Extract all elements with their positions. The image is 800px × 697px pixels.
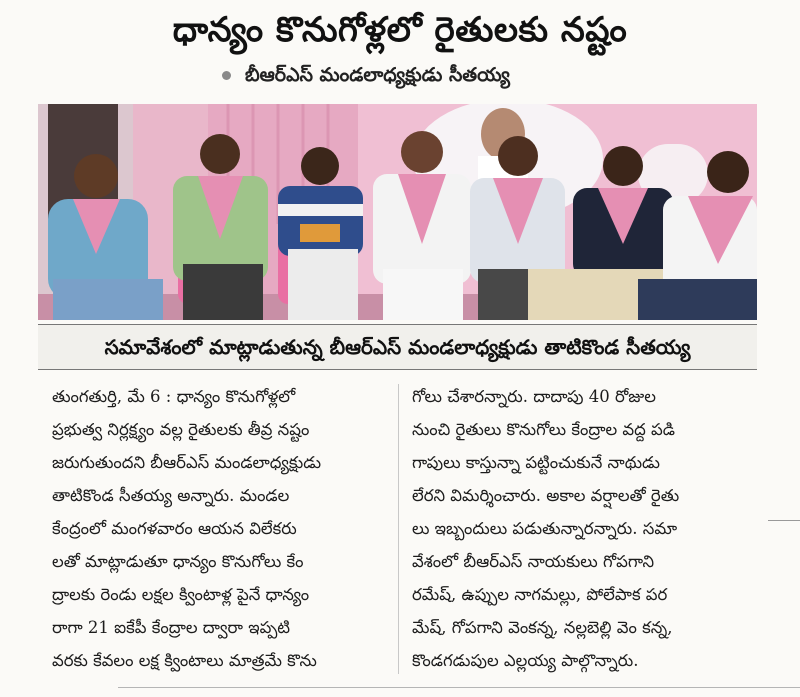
photo-caption: సమావేశంలో మాట్లాడుతున్న బీఆర్ఎస్ మండలాధ్యక్షుడు తాటికొండ సీతయ్య	[104, 335, 691, 359]
subheadline	[222, 62, 510, 88]
article-column-right	[412, 380, 742, 677]
article-line: గాపులు కాస్తున్నా పట్టించుకునే నాథుడు	[412, 453, 660, 472]
headline: ధాన్యం కొనుగోళ్లలో రైతులకు నష్టం	[172, 10, 628, 50]
article-column-left	[52, 380, 382, 677]
article-line: రమేష్, ఉప్పుల నాగమల్లు, పోలేపాక పర	[412, 585, 668, 604]
article-line: గోలు చేశారన్నారు. దాదాపు 40 రోజుల	[412, 387, 656, 406]
article-line: లేరని విమర్శించారు. అకాల వర్షాలతో రైతు	[412, 486, 680, 505]
column-divider	[398, 384, 399, 674]
group-photo-illustration	[38, 104, 757, 320]
article-line: రాగా 21 ఐకేపీ కేంద్రాల ద్వారా ఇప్పటి	[52, 618, 291, 637]
bottom-rule	[118, 687, 800, 688]
news-photo	[38, 104, 757, 320]
article-line: కొండగడుపుల ఎల్లయ్య పాల్గొన్నారు.	[412, 651, 639, 670]
article-line: ద్రాలకు రెండు లక్షల క్వింటాళ్ల పైనే ధాన్యం	[52, 585, 310, 604]
article-line: లు ఇబ్బందులు పడుతున్నారన్నారు. సమా	[412, 519, 678, 538]
article-line: వరకు కేవలం లక్ష క్వింటాలు మాత్రమే కొను	[52, 651, 317, 670]
article-line: జరుగుతుందని బీఆర్ఎస్ మండలాధ్యక్షుడు	[52, 453, 322, 472]
article-line: నుంచి రైతులు కొనుగోలు కేంద్రాల వద్ద పడి	[412, 420, 675, 439]
subheadline-text: బీఆర్ఎస్ మండలాధ్యక్షుడు సీతయ్య	[245, 64, 510, 86]
bullet-icon	[222, 71, 231, 80]
article-line: వేశంలో బీఆర్ఎస్ నాయకులు గోపగాని	[412, 552, 655, 571]
article-line: మేష్, గోపగాని వెంకన్న, నల్లబెల్లి వెం కన్న,	[412, 618, 673, 637]
page-edge-rule	[768, 520, 800, 521]
article-line: లతో మాట్లాడుతూ ధాన్యం కొనుగోలు కేం	[52, 552, 304, 571]
article-line: తుంగతుర్తి, మే 6 : ధాన్యం కొనుగోళ్లలో	[52, 387, 296, 406]
article-line: కేంద్రంలో మంగళవారం ఆయన విలేకరు	[52, 519, 297, 538]
article-line: ప్రభుత్వ నిర్లక్ష్యం వల్ల రైతులకు తీవ్ర నష్టం	[52, 420, 310, 439]
article-line: తాటికొండ సీతయ్య అన్నారు. మండల	[52, 486, 290, 505]
photo-caption-bar	[38, 324, 757, 370]
